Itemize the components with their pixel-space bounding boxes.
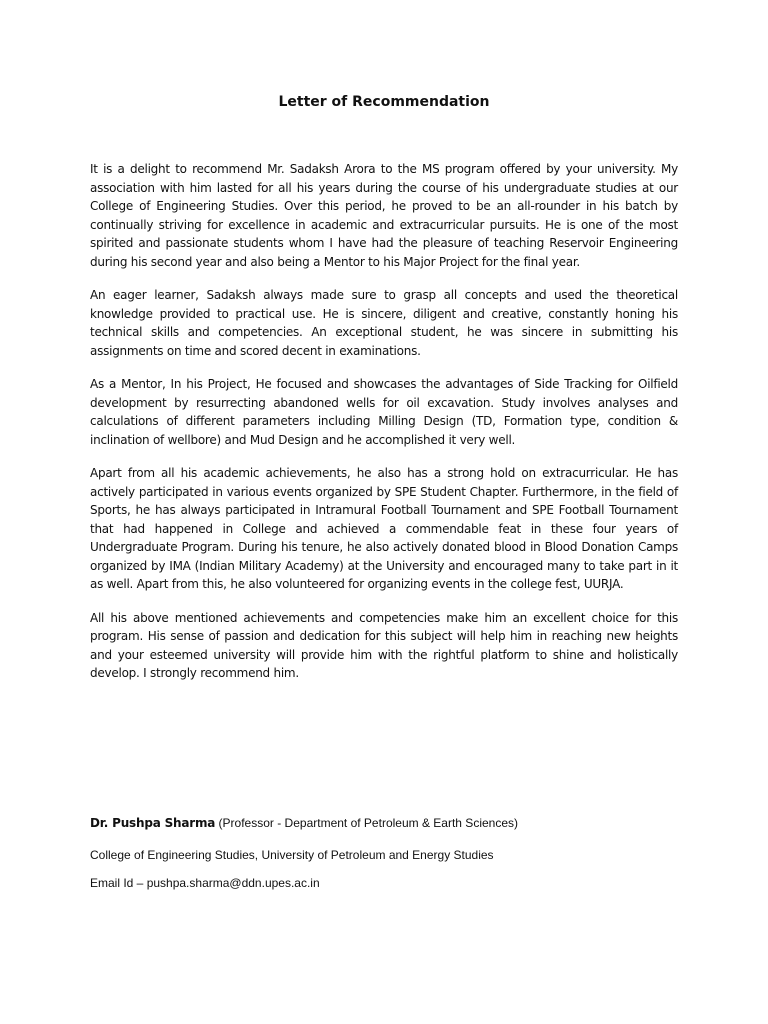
signature-college: College of Engineering Studies, University of Petroleum and Energy Studies bbox=[90, 848, 494, 862]
paragraph-extracurricular: Apart from all his academic achievements, he also has a strong hold on extracurricular. He has actively participated in various events organized by SPE Student Chapter. Furthermore, in the field of Sports, he has always participated in Intramural Football Tournament and SPE Football Tournament that had happened in College and achieved a commendable feat in these four years of Undergraduate Program. During his tenure, he also actively donated blood in Blood Donation Camps organized by IMA (Indian Military Academy) at the University and encouraged many to take part in it as well. Apart from this, he also volunteered for organizing events in the college fest, UURJA. bbox=[90, 466, 678, 591]
signature-name-line bbox=[90, 815, 690, 831]
signature-name: Dr. Pushpa Sharma bbox=[90, 816, 216, 830]
paragraph-conclusion: All his above mentioned achievements and competencies make him an excellent choice for this program. His sense of passion and dedication for this subject will help him in reaching new heights and your esteemed university will provide him with the rightful platform to shine and holistically develop. I strongly recommend him. bbox=[90, 610, 678, 680]
paragraph-project: As a Mentor, In his Project, He focused and showcases the advantages of Side Tracking for Oilfield development by resurrecting abandoned wells for oil excavation. Study involves analyses and calculations of different parameters including Milling Design (TD, Formation type, condition & inclination of wellbore) and Mud Design and he accomplished it very well. bbox=[90, 377, 678, 447]
signature-designation: (Professor - Department of Petroleum & Earth Sciences) bbox=[218, 816, 518, 830]
signature-email: Email Id – pushpa.sharma@ddn.upes.ac.in bbox=[90, 876, 320, 890]
paragraph-learner: An eager learner, Sadaksh always made sure to grasp all concepts and used the theoretical knowledge provided to practical use. He is sincere, diligent and creative, constantly honing his technical skills and competencies. An exceptional student, he was sincere in submitting his assignments on time and scored decent in examinations. bbox=[90, 288, 678, 358]
document-title: Letter of Recommendation bbox=[278, 94, 490, 110]
letter-body bbox=[90, 160, 678, 698]
paragraph-intro: It is a delight to recommend Mr. Sadaksh Arora to the MS program offered by your university. My association with him lasted for all his years during the course of his undergraduate studies at our College of Engineering Studies. Over this period, he proved to be an all-rounder in his batch by continually striving for excellence in academic and extracurricular pursuits. He is one of the most spirited and passionate students whom I have had the pleasure of teaching Reservoir Engineering during his second year and also being a Mentor to his Major Project for the final year. bbox=[90, 162, 678, 269]
